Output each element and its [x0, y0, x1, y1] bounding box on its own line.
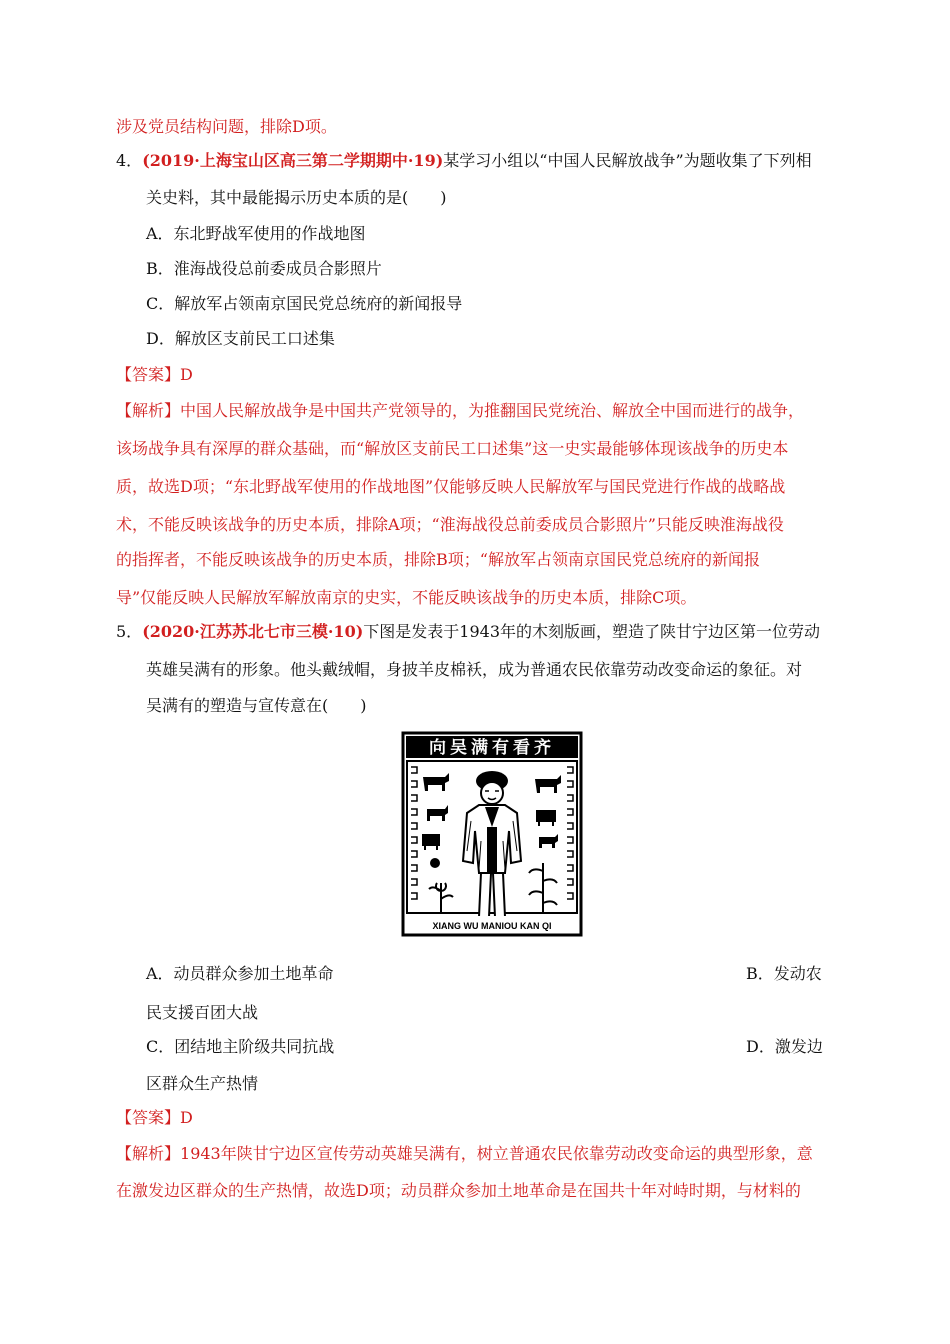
- analysis-text: 中国人民解放战争是中国共产党领导的，为推翻国民党统治、解放全中国而进行的战争，: [180, 401, 805, 420]
- answer-tag: 【答案】: [116, 1108, 181, 1127]
- question-4-analysis-line-2: 该场战争具有深厚的群众基础，而“解放区支前民工口述集”这一史实最能够体现该战争的历史本: [116, 439, 789, 458]
- question-4-analysis-line-5: 的指挥者，不能反映该战争的历史本质，排除B项；“解放军占领南京国民党总统府的新闻报: [116, 550, 760, 569]
- question-5-stem-line-2: 英雄吴满有的形象。他头戴绒帽，身披羊皮棉袄，成为普通农民依靠劳动改变命运的象征。对: [146, 660, 803, 679]
- question-4-option-d: D．解放区支前民工口述集: [146, 329, 335, 348]
- analysis-tag: 【解析】: [116, 1144, 181, 1163]
- question-4-analysis-line-6: 导”仅能反映人民解放军解放南京的史实，不能反映该战争的历史本质，排除C项。: [116, 588, 697, 607]
- question-5-source: (2020·江苏苏北七市三模·10): [142, 622, 364, 641]
- chicken-left: [430, 858, 440, 868]
- question-4-analysis-line-4: 术，不能反映该战争的历史本质，排除A项；“淮海战役总前委成员合影照片”只能反映淮海战役: [116, 515, 784, 534]
- question-4-option-b: B．淮海战役总前委成员合影照片: [146, 259, 382, 278]
- woodcut-top-caption: 向吴满有看齐: [429, 738, 555, 758]
- question-5-option-a: A．动员群众参加土地革命: [146, 964, 334, 983]
- question-4-option-c: C．解放军占领南京国民党总统府的新闻报导: [146, 294, 463, 313]
- question-5-stem-text: 下图是发表于1943年的木刻版画，塑造了陕甘宁边区第一位劳动: [363, 622, 821, 641]
- answer-value: D: [180, 1108, 193, 1127]
- question-5-option-b-start: B．发动农: [746, 964, 822, 983]
- question-5-number: 5．: [116, 622, 143, 641]
- question-4-source: (2019·上海宝山区高三第二学期期中·19): [142, 151, 444, 170]
- question-5-stem-line-1: [116, 621, 820, 643]
- question-5-option-c: C．团结地主阶级共同抗战: [146, 1037, 335, 1056]
- question-4-stem-line-1: [116, 150, 812, 172]
- answer-tag: 【答案】: [116, 365, 181, 384]
- question-4-option-a: A．东北野战军使用的作战地图: [146, 224, 366, 243]
- woodcut-bottom-caption: XIANG WU MANIOU KAN QI: [432, 921, 552, 931]
- question-4-answer: [116, 364, 193, 386]
- answer-value: D: [180, 365, 193, 384]
- question-4-number: 4．: [116, 151, 143, 170]
- question-5-option-d-start: D．激发边: [746, 1037, 823, 1056]
- question-5-answer: [116, 1107, 193, 1129]
- question-5-analysis-line-1: [116, 1143, 813, 1165]
- question-5-option-b-rest: 民支援百团大战: [146, 1003, 259, 1022]
- question-4-analysis-line-1: [116, 400, 804, 422]
- woodcut-image: [401, 731, 583, 937]
- analysis-text: 1943年陕甘宁边区宣传劳动英雄吴满有，树立普通农民依靠劳动改变命运的典型形象，意: [180, 1144, 813, 1163]
- figure-head: [481, 782, 503, 804]
- question-4-stem-text: 某学习小组以“中国人民解放战争”为题收集了下列相: [443, 151, 812, 170]
- question-5-analysis-line-2: 在激发边区群众的生产热情，故选D项；动员群众参加土地革命是在国共十年对峙时期，与材料的: [116, 1181, 801, 1200]
- question-5-stem-line-3: 吴满有的塑造与宣传意在( ): [146, 696, 367, 715]
- analysis-tag: 【解析】: [116, 401, 181, 420]
- carry-over-text: 涉及党员结构问题，排除D项。: [116, 117, 337, 136]
- question-4-stem-line-2: 关史料，其中最能揭示历史本质的是( ): [146, 188, 447, 207]
- question-5-option-d-rest: 区群众生产热情: [146, 1074, 259, 1093]
- question-4-analysis-line-3: 质，故选D项；“东北野战军使用的作战地图”仅能够反映人民解放军与国民党进行作战的战略战: [116, 477, 786, 496]
